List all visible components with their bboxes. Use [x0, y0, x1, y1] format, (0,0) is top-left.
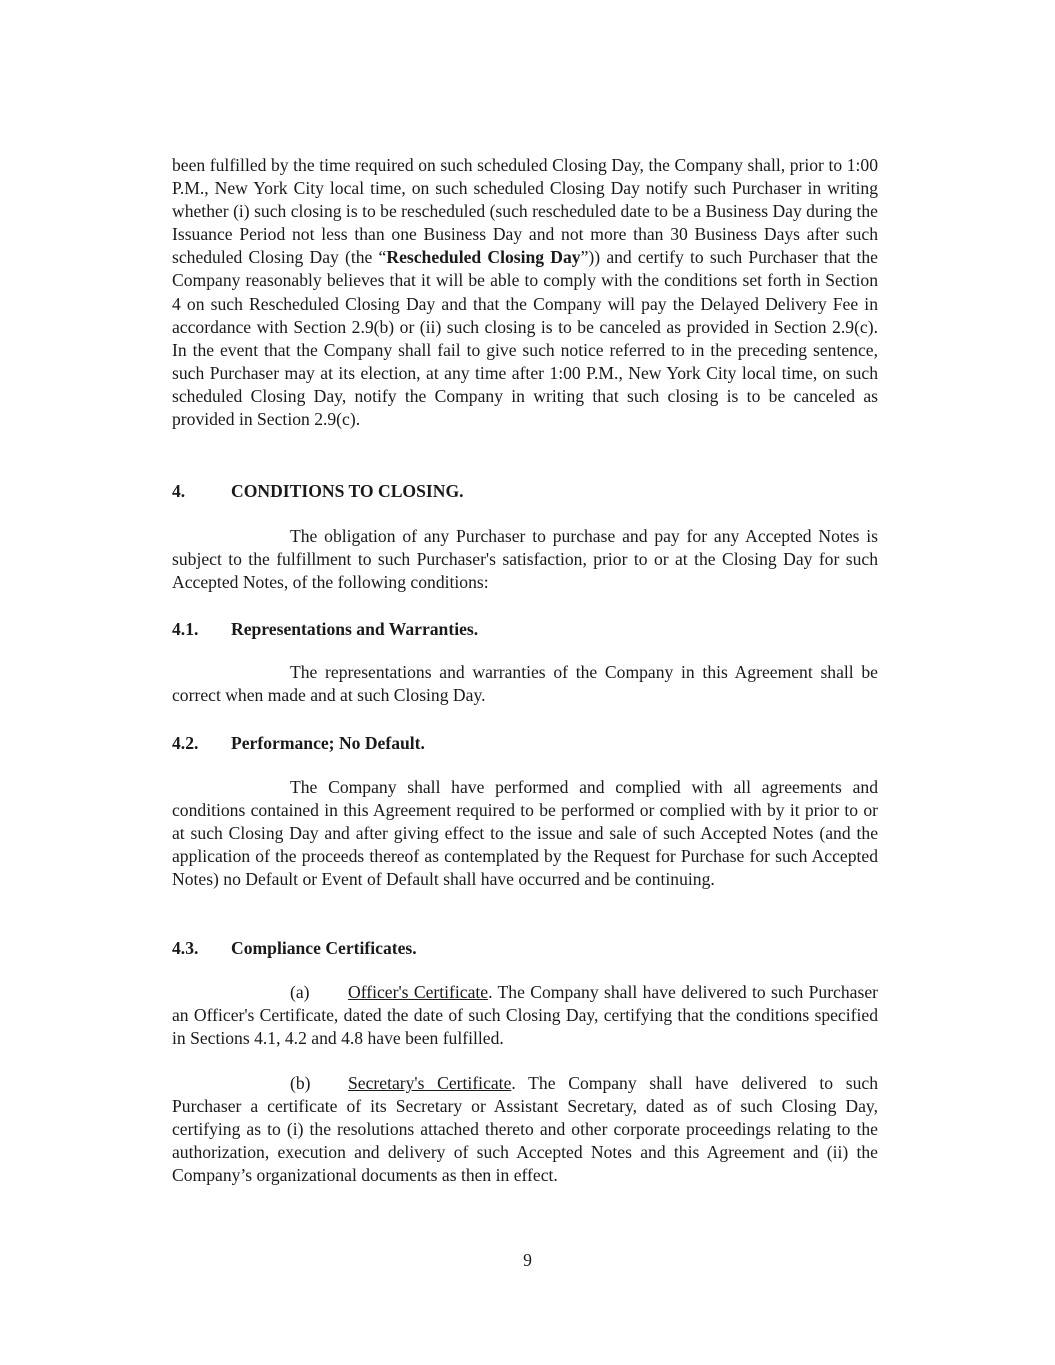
section-4-3-heading	[172, 937, 417, 960]
section-number: 4.1.	[172, 619, 199, 639]
section-4-3-b	[172, 1072, 878, 1187]
section-4-1-body: The representations and warranties of the Company in this Agreement shall be correct when made and at such Closing Day.	[172, 662, 878, 706]
section-number: 4.	[172, 481, 186, 501]
subsection-label: (b)	[290, 1073, 311, 1093]
page-number: 9	[523, 1250, 532, 1270]
section-number: 4.2.	[172, 733, 199, 753]
intro-text-end: ”)) and certify to such Purchaser that the Company reasonably believes that it will be able to comply with the conditions set forth in Section 4 on such Rescheduled Closing Day and that the Company will pay the Delayed Delivery Fee in accordance with Section 2.9(b) or (ii) such closing is to be canceled as provided in Section 2.9(c). In the event that the Company shall fail to give such notice referred to in the preceding sentence, such Purchaser may at its election, at any time after 1:00 P.M., New York City local time, on such scheduled Closing Day, notify the Company in writing that such closing is to be canceled as provided in Section 2.9(c).	[172, 247, 878, 430]
section-4-2-body: The Company shall have performed and complied with all agreements and conditions contained in this Agreement required to be performed or complied with by it prior to or at such Closing Day and after giving effect to the issue and sale of such Accepted Notes (and the application of the proceeds thereof as contemplated by the Request for Purchase for such Accepted Notes) no Default or Event of Default shall have occurred and be continuing.	[172, 777, 878, 890]
section-title: Performance; No Default.	[231, 733, 425, 753]
section-title: CONDITIONS TO CLOSING.	[231, 481, 464, 501]
section-title: Representations and Warranties.	[231, 619, 479, 639]
section-4-2-heading	[172, 732, 425, 755]
intro-text-start: been fulfilled by the time required on such scheduled Closing Day, the Company shall, prior to 1:00 P.M., New York City local time, on such scheduled Closing Day notify such Purchaser in writing whether (i) such closing is to be rescheduled (such rescheduled date to be a Business Day during the Issuance Period not less than one Business Day and not more than 30 Business Days after such scheduled Closing Day (the “	[172, 155, 878, 268]
subsection-caption: Secretary's Certificate	[348, 1073, 512, 1093]
defined-term-rescheduled-closing-day: Rescheduled Closing Day	[386, 247, 581, 268]
section-4-3-a	[172, 981, 878, 1050]
section-number: 4.3.	[172, 938, 199, 958]
section-4-heading	[172, 480, 464, 503]
section-4-body: The obligation of any Purchaser to purchase and pay for any Accepted Notes is subject to the fulfillment to such Purchaser's satisfaction, prior to or at the Closing Day for such Accepted Notes, of the following conditions:	[172, 526, 878, 593]
subsection-caption: Officer's Certificate	[348, 982, 489, 1002]
section-4-1-heading	[172, 618, 478, 641]
subsection-text: . The Company shall have delivered to such Purchaser an Officer's Certificate, dated the date of such Closing Day, certifying that the conditions specified in Sections 4.1, 4.2 and 4.8 have been fulfilled.	[172, 982, 878, 1049]
subsection-text: . The Company shall have delivered to such Purchaser a certificate of its Secretary or Assistant Secretary, dated as of such Closing Day, certifying as to (i) the resolutions attached thereto and other corporate proceedings relating to the authorization, execution and delivery of such Accepted Notes and this Agreement and (ii) the Company’s organizational documents as then in effect.	[172, 1073, 878, 1186]
section-title: Compliance Certificates.	[231, 938, 417, 958]
subsection-label: (a)	[290, 982, 310, 1002]
intro-paragraph	[172, 154, 878, 431]
